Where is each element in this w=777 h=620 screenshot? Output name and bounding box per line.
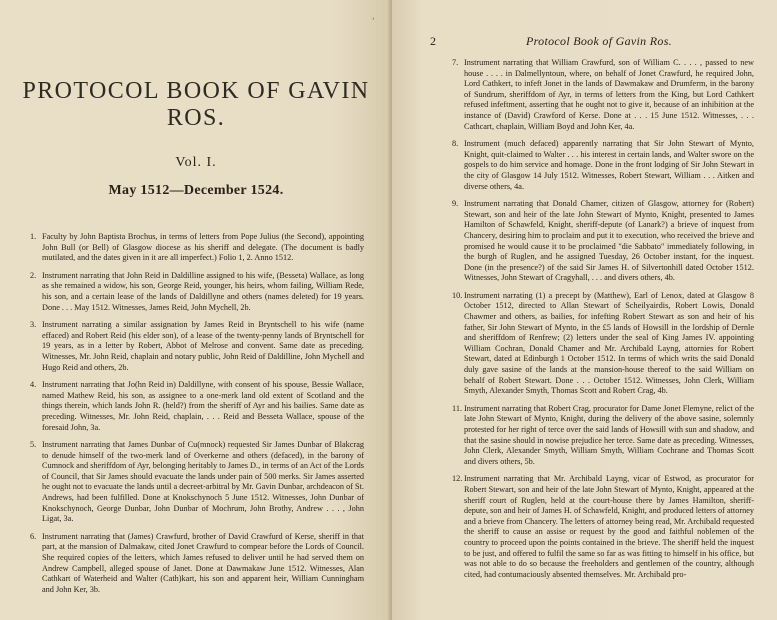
- entry: [30, 380, 364, 433]
- entries-right-column: [452, 58, 754, 587]
- entry-text: Instrument narrating that Donald Chamer, citizen of Glasgow, attorney for (Robert) Stewart, son and heir of the late John Stewart of Mynto, Knight, presented to James Hamilton of Schawfeld, Knight, sheriff-depute (of Lanark?) a brieve of inquest from Chancery, desiring him to proclaim and put it to execution, who received the brieve and promised he would cause it to be proclaimed "die Sabbato" immediately following, in the burgh of Ruglen, and he assigned Tuesday, 26 October instant, for the inquest. Done (in the presence?) of the said Sir James H. of Silvertonhill dated October 1512. Witnesses, John Stewart of Cragyhall, . . . and divers others, 4b.: [464, 199, 754, 283]
- entry-text: Instrument (much defaced) apparently narrating that Sir John Stewart of Mynto, Knight, quit-claimed to Walter . . . his interest in certain lands, and Walter swore on the gospels to do him service and homage. Done in the front lodging of Sir John Stewart in the city of Glasgow 14 July 1512. Witnesses, Robert Stewart, William . . . Aitken and diverse others, 4a.: [464, 139, 754, 191]
- entry-number: 8.: [452, 139, 459, 149]
- entries-left-column: [30, 232, 364, 602]
- entry-number: 5.: [30, 440, 37, 450]
- entry: [452, 404, 754, 468]
- entry-number: 7.: [452, 58, 459, 67]
- entry: [452, 58, 754, 132]
- entry-number: 6.: [30, 531, 37, 541]
- entry-text: Faculty by John Baptista Brochus, in terms of letters from Pope Julius (the Second), appointing John Bull (or Bell) of Glasgow diocese as his sheriff and delegate. (The document is badly mutilated, and the dates given in it are all imperfect.) Folio 1, 2. Anno 1512.: [42, 232, 364, 263]
- entry-number: 1.: [30, 232, 37, 241]
- page-number: 2: [430, 34, 436, 48]
- entry: [452, 199, 754, 284]
- entry-number: 4.: [30, 380, 37, 390]
- running-title: Protocol Book of Gavin Ros.: [526, 34, 672, 48]
- volume-heading: Vol. I.: [175, 155, 217, 170]
- entry-number: 10.: [452, 290, 463, 300]
- entry: [452, 139, 754, 192]
- entry: [452, 291, 754, 397]
- entry-number: 2.: [30, 270, 37, 280]
- entry-number: 3.: [30, 320, 37, 330]
- entry-text: Instrument narrating that Robert Crag, procurator for Dame Jonet Flemyne, relict of the late John Stewart of Mynto, Knight, during the delivery of the above sasine, solemnly protested for her right of terce over the said lands of Howsill with sun and shadow, and that the sasine should in nowise prejudice her terce. Same date as preceding. Witnesses, John Clerk, Alexander Smyth, William Smyth, William Cochrane and Thomas Scott and divers others, 5b.: [464, 403, 754, 466]
- entry-number: 11.: [452, 403, 463, 413]
- entry-text: Instrument narrating that Jo(hn Reid in) Daldillyne, with consent of his spouse, Bessie Wallace, named Mathew Reid, his son, as assignee to a one-merk land old extent of Scotland and the things therein, which lands John R. (held?) from the sheriff of Ayr and his bailies. Same date as preceding. Witnesses, Mr. John Reid, chaplain, . . . Reid and Besseta Wallace, spouse of the foresaid John, 3a.: [42, 380, 364, 432]
- entry-text: Instrument narrating that Mr. Archibald Layng, vicar of Estwod, as procurator for Robert Stewart, son and heir of the late John Stewart of Mynto, Knight, appeared at the sheriff court of Ruglen, held at the court-house there by James Hamilton, sheriff-depute, son and heir of James H. of Schawfeld, Knight, and produced letters of attorney and a brieve from Chancery. The letters of attorney being read, Mr. Archibald requested the sheriff to cause an assise or request by the good and faithful noblemen of the country to proceed upon the points contained in the brieve. The sheriff held the inquest to be just, and offered to fulfil the same so far as was fitting to himself in his office, but was not able to do so because the freeholders and gentlemen of the country, although cited, had contumaciously absented themselves. Mr. Archibald pro-: [464, 474, 754, 579]
- entry-text: Instrument narrating that John Reid in Daldilline assigned to his wife, (Besseta) Wallace, as long as she remained a widow, his son, George Reid, younger, his heirs, whom failing, William Rede, his son, and a certain lease of the lands of Daldillyne and others (names deleted) for 19 years. Done . . . May 1512. Witnesses, James Reid, John Mychell, 2b.: [42, 270, 364, 312]
- date-range-heading: May 1512—December 1524.: [108, 183, 284, 198]
- entry: [30, 271, 364, 313]
- entry: [30, 532, 364, 596]
- entry-number: 12.: [452, 474, 463, 484]
- entry-text: Instrument narrating that (James) Crawfurd, brother of David Crawfurd of Kerse, sheriff in that part, at the mansion of Dalmakaw, cited Jonet Crawfurd to compear before the Lords of Council. She required copies of the letters, which James refused to deliver until he had served them on Andrew Campbell, alleged spouse of Janet. Done at Dawmakaw June 1512. Witnesses, Alan Cathkart of Waterheid and Walter (Cath)kart, his son and apparent heir, William Cunningham and John Ker, 3b.: [42, 531, 364, 594]
- book-title: PROTOCOL BOOK OF GAVIN ROS.: [22, 78, 370, 131]
- entry-text: Instrument narrating that William Crawfurd, son of William C. . . . , passed to new house . . . . in Dalmellyntoun, where, on behalf of Jonet Crawfurd, he required John, Lord Cathkert, to infeft Jonet in the lands of Dawmakaw and Drumferm, in the barony of Sundrum, sheriffdom of Ayr, in terms of letters from the King, but Lord Cathkert refused infeftment, asserting that he ought not to give it, because of an inhibition at the instance of (David) Crawford of Kerse. Done at . . . 15 June 1512. Witnesses, . . . Cathcart, chaplain, William Boyd and John Ker, 4a.: [464, 58, 754, 131]
- entry-number: 9.: [452, 199, 459, 209]
- entry-text: Instrument narrating (1) a precept by (Matthew), Earl of Lenox, dated at Glasgow 8 October 1512, directed to Allan Stewart of Scheilyairdis, Robert Lowis, Donald Chawmer and others, as bailies, for infefting Robert Stewart as son and heir of his father, Sir John Stewart of Mynto, in the £5 lands of Howsill in the lordship of Dernle and sheriffdom of Renfrew; (2) letters under the seal of King James IV. appointing William Cochran, Donald Chamer and Mr. Archibald Layng, attornies for Robert Stewart, dated at Edinburgh 1 October 1512. In terms of which writs the said Donald duly gave sasine of the lands at the mansion-house thereof to the said William on behalf of Robert Stewart. Done . . . October 1512. Witnesses, John Clerk, William Smyth, Alexander Smyth, Thomas Scott and Robert Crag, 4b.: [464, 290, 754, 396]
- entry-text: Instrument narrating a similar assignation by James Reid in Bryntschell to his wife (name effaced) and Robert Reid (his elder son), of a lease of the twenty-penny lands of Bryntschell for 19 years, as in a letter by Robert, Abbot of Melrose and convent. Same date as preceding. Witnesses, Mr. John Reid, chaplain and notary public, John Reid of Daldilline, John Mychell and Hugo Reid and others, 2b.: [42, 320, 364, 372]
- entry: [30, 232, 364, 264]
- entry-text: Instrument narrating that James Dunbar of Cu(mnock) requested Sir James Dunbar of Blakcrag to denude himself of the two-merk land of Overkerne and others (defaced), in the barony of Cumnock and sheriffdom of Ayr, belonging heritably to James D., in terms of an Act of the Lords of Council, that Sir James should evacuate the lands under pain of 500 merks. Sir James asserted he ought not to evacuate the lands until a decreet-arbitral by Mr. Gavin Dunbar, archdeacon of St. Andrews, had been fulfilled. Done at Knokschynoch 5 June 1512. Witnesses, John Dunbar of Knokschynoch, George Dunbar, John Dunbar of Mochrum, John Brothy, Andrew . . . , John Ligat, 3a.: [42, 440, 364, 524]
- entry: [452, 474, 754, 580]
- entry: [30, 320, 364, 373]
- page-mark: ‘: [372, 16, 375, 25]
- entry: [30, 440, 364, 525]
